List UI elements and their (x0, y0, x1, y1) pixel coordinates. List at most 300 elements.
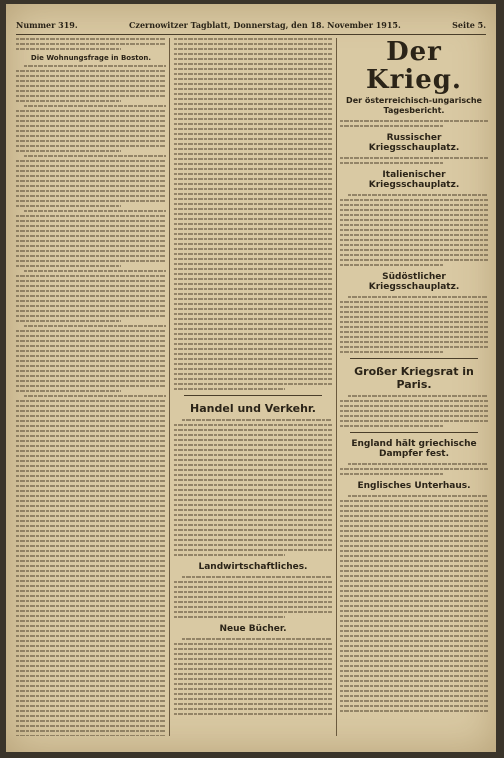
text-line (174, 524, 332, 526)
text-line (16, 190, 166, 192)
text-line (340, 700, 488, 702)
text-line (340, 500, 488, 502)
text-line (16, 135, 166, 137)
text-line (182, 576, 332, 578)
text-line (16, 85, 166, 87)
text-line (16, 425, 166, 427)
text-line (348, 296, 488, 298)
text-line (340, 540, 488, 542)
text-line (174, 43, 332, 45)
text-line (174, 708, 332, 710)
text-line (16, 705, 166, 707)
text-line (16, 280, 166, 282)
text-line (16, 120, 166, 122)
text-line (16, 620, 166, 622)
text-line (16, 150, 121, 152)
text-line (340, 695, 488, 697)
text-line (16, 575, 166, 577)
text-line (16, 490, 166, 492)
section-heading-southeast: Südöstlicher Kriegsschauplatz. (368, 272, 460, 292)
text-line (340, 595, 488, 597)
text-line (16, 185, 166, 187)
text-line (16, 260, 166, 262)
text-line (340, 650, 488, 652)
text-line (16, 700, 166, 702)
text-line (174, 63, 332, 65)
text-line (174, 138, 332, 140)
text-line (16, 305, 166, 307)
text-line (174, 133, 332, 135)
text-line (340, 550, 488, 552)
text-line (340, 690, 488, 692)
text-line (340, 575, 488, 577)
text-line (174, 173, 332, 175)
text-line (174, 333, 332, 335)
text-line (16, 180, 166, 182)
text-line (16, 90, 166, 92)
text-line (174, 313, 332, 315)
text-line (174, 449, 332, 451)
text-line (340, 351, 444, 353)
text-line (340, 670, 488, 672)
text-line (174, 534, 332, 536)
section-rule (350, 432, 478, 433)
text-line (340, 530, 488, 532)
text-line (174, 213, 332, 215)
text-line (16, 125, 166, 127)
text-line (174, 108, 332, 110)
text-line (340, 473, 444, 475)
text-line (174, 693, 332, 695)
text-line (16, 505, 166, 507)
text-line (174, 363, 332, 365)
text-line (340, 580, 488, 582)
text-line (340, 405, 488, 407)
text-line (340, 645, 488, 647)
text-line (174, 128, 332, 130)
text-line (174, 479, 332, 481)
text-line (340, 311, 488, 313)
issue-number: Nummer 319. (16, 20, 78, 30)
text-line (174, 88, 332, 90)
text-line (174, 263, 332, 265)
text-line (16, 110, 166, 112)
text-line (16, 530, 166, 532)
text-line (16, 610, 166, 612)
text-line (24, 270, 166, 272)
text-line (174, 648, 332, 650)
text-line (340, 326, 488, 328)
text-line (16, 410, 166, 412)
text-line (16, 625, 166, 627)
text-line (174, 673, 332, 675)
text-line (340, 224, 488, 226)
text-line (16, 660, 166, 662)
text-line (340, 125, 444, 127)
column-divider (336, 38, 337, 736)
text-line (16, 720, 166, 722)
text-line (340, 680, 488, 682)
text-line (174, 484, 332, 486)
text-line (340, 239, 488, 241)
text-line (340, 545, 488, 547)
text-line (174, 228, 332, 230)
section-heading-books: Neue Bücher. (219, 624, 287, 634)
text-line (174, 38, 332, 40)
text-line (16, 48, 121, 50)
text-line (340, 630, 488, 632)
text-line (16, 630, 166, 632)
text-line (174, 643, 332, 645)
text-line (16, 220, 166, 222)
text-line (16, 680, 166, 682)
text-line (174, 53, 332, 55)
text-line (16, 275, 166, 277)
text-line (16, 170, 166, 172)
text-line (340, 685, 488, 687)
text-line (348, 395, 488, 397)
text-line (16, 670, 166, 672)
text-line (16, 255, 166, 257)
text-line (174, 58, 332, 60)
text-line (174, 158, 332, 160)
text-line (174, 373, 332, 375)
text-line (174, 183, 332, 185)
text-line (174, 298, 332, 300)
text-line (174, 713, 332, 715)
text-line (24, 155, 166, 157)
text-line (174, 596, 332, 598)
text-line (340, 264, 444, 266)
text-line (174, 668, 332, 670)
text-line (340, 660, 488, 662)
text-line (16, 320, 121, 322)
text-line (16, 415, 166, 417)
text-line (174, 148, 332, 150)
text-line (16, 330, 166, 332)
section-heading-business: Landwirtschaftliches. (198, 562, 308, 572)
text-line (174, 293, 332, 295)
text-line (16, 225, 166, 227)
text-line (340, 590, 488, 592)
text-line (340, 346, 488, 348)
text-line (16, 550, 166, 552)
text-line (16, 675, 166, 677)
text-line (174, 434, 332, 436)
text-line (174, 383, 332, 385)
text-line (16, 300, 166, 302)
text-line (174, 218, 332, 220)
text-line (340, 199, 488, 201)
text-line (16, 43, 166, 45)
text-line (16, 80, 166, 82)
text-line (174, 504, 332, 506)
text-line (174, 188, 332, 190)
text-line (16, 535, 166, 537)
text-line (174, 268, 332, 270)
text-line (340, 204, 488, 206)
text-line (24, 105, 166, 107)
text-line (16, 375, 166, 377)
text-line (340, 331, 488, 333)
text-line (16, 235, 166, 237)
text-line (340, 710, 488, 712)
text-line (174, 153, 332, 155)
text-line (174, 83, 332, 85)
text-line (174, 519, 332, 521)
text-line (16, 310, 166, 312)
text-line (174, 198, 332, 200)
text-line (340, 570, 488, 572)
column-1 (16, 38, 166, 736)
text-line (340, 505, 488, 507)
text-line (174, 278, 332, 280)
column-3 (340, 38, 488, 736)
text-line (174, 113, 332, 115)
text-line (16, 450, 166, 452)
text-line (16, 525, 166, 527)
text-line (174, 653, 332, 655)
text-line (174, 303, 332, 305)
text-line (16, 730, 166, 732)
text-line (174, 328, 332, 330)
text-line (340, 316, 488, 318)
text-line (174, 549, 332, 551)
text-line (16, 540, 166, 542)
text-line (340, 620, 488, 622)
text-line (16, 400, 166, 402)
text-line (340, 157, 488, 159)
text-line (340, 341, 488, 343)
text-line (174, 253, 332, 255)
text-line (340, 410, 488, 412)
text-line (16, 515, 166, 517)
text-line (174, 178, 332, 180)
text-line (16, 380, 166, 382)
text-line (16, 215, 166, 217)
section-heading-england: England hält griechische Dampfer fest. (351, 439, 477, 459)
text-line (340, 605, 488, 607)
text-line (340, 615, 488, 617)
text-line (174, 591, 332, 593)
text-line (16, 430, 166, 432)
war-heading: Der Krieg. (366, 38, 462, 95)
section-heading-italian: Italienischer Kriegsschauplatz. (368, 170, 460, 190)
text-line (340, 655, 488, 657)
text-line (340, 510, 488, 512)
text-line (16, 495, 166, 497)
text-line (340, 425, 444, 427)
text-line (16, 370, 166, 372)
text-line (174, 586, 332, 588)
text-line (16, 175, 166, 177)
text-line (16, 115, 166, 117)
text-line (16, 200, 166, 202)
text-line (174, 514, 332, 516)
text-line (16, 435, 166, 437)
text-line (174, 454, 332, 456)
text-line (174, 103, 332, 105)
text-line (16, 460, 166, 462)
text-line (174, 703, 332, 705)
text-line (16, 160, 166, 162)
text-line (174, 439, 332, 441)
section-heading-council: Großer Kriegsrat in Paris. (354, 365, 474, 391)
text-line (174, 163, 332, 165)
text-line (174, 318, 332, 320)
text-line (182, 419, 332, 421)
text-line (16, 290, 166, 292)
text-line (16, 570, 166, 572)
text-line (16, 385, 166, 387)
text-line (174, 248, 332, 250)
text-line (340, 520, 488, 522)
text-line (340, 610, 488, 612)
text-line (174, 429, 332, 431)
text-line (16, 345, 166, 347)
text-line (348, 495, 488, 497)
text-line (340, 209, 488, 211)
text-line (340, 635, 488, 637)
text-line (174, 308, 332, 310)
text-line (16, 335, 166, 337)
text-line (340, 219, 488, 221)
masthead (16, 18, 486, 35)
text-line (24, 210, 166, 212)
text-line (16, 600, 166, 602)
text-line (16, 475, 166, 477)
text-line (16, 715, 166, 717)
text-line (174, 118, 332, 120)
text-line (174, 338, 332, 340)
text-line (16, 340, 166, 342)
section-heading-trade: Handel und Verkehr. (190, 402, 316, 415)
text-line (16, 520, 166, 522)
text-line (340, 234, 488, 236)
text-line (174, 193, 332, 195)
text-line (340, 120, 488, 122)
text-line (16, 485, 166, 487)
article-heading-housing: Die Wohnungsfrage in Boston. (30, 54, 152, 62)
text-line (174, 323, 332, 325)
text-line (16, 295, 166, 297)
text-line (16, 250, 166, 252)
text-line (16, 245, 166, 247)
text-line (340, 162, 444, 164)
text-line (174, 601, 332, 603)
column-2 (174, 38, 332, 736)
text-line (174, 494, 332, 496)
text-line (174, 68, 332, 70)
text-line (174, 544, 332, 546)
text-line (16, 655, 166, 657)
text-line (16, 735, 166, 736)
text-line (16, 510, 166, 512)
text-line (16, 690, 166, 692)
text-line (174, 258, 332, 260)
text-line (24, 325, 166, 327)
text-line (340, 625, 488, 627)
text-line (174, 658, 332, 660)
text-line (174, 283, 332, 285)
text-line (174, 48, 332, 50)
text-line (16, 230, 166, 232)
text-line (16, 365, 166, 367)
text-line (16, 445, 166, 447)
text-line (340, 249, 488, 251)
text-line (340, 600, 488, 602)
text-line (16, 615, 166, 617)
text-line (340, 675, 488, 677)
text-line (340, 560, 488, 562)
text-line (16, 285, 166, 287)
text-line (174, 233, 332, 235)
text-line (174, 683, 332, 685)
text-line (174, 499, 332, 501)
text-line (340, 525, 488, 527)
text-line (174, 343, 332, 345)
text-line (340, 468, 488, 470)
section-heading-lower-house: Englisches Unterhaus. (357, 481, 471, 491)
text-line (174, 93, 332, 95)
text-line (16, 420, 166, 422)
text-line (340, 585, 488, 587)
text-line (340, 420, 488, 422)
text-line (340, 214, 488, 216)
text-line (174, 348, 332, 350)
text-line (16, 350, 166, 352)
text-line (16, 265, 121, 267)
text-line (174, 698, 332, 700)
text-line (174, 469, 332, 471)
text-line (16, 580, 166, 582)
text-line (174, 539, 332, 541)
text-line (16, 695, 166, 697)
text-line (174, 78, 332, 80)
text-line (340, 254, 488, 256)
text-line (174, 509, 332, 511)
text-line (174, 581, 332, 583)
text-line (16, 240, 166, 242)
text-line (174, 143, 332, 145)
text-line (16, 500, 166, 502)
text-line (16, 100, 121, 102)
text-line (174, 611, 332, 613)
text-line (340, 415, 488, 417)
text-line (174, 678, 332, 680)
text-line (174, 223, 332, 225)
text-line (174, 444, 332, 446)
text-line (340, 259, 488, 261)
text-line (16, 710, 166, 712)
text-line (340, 665, 488, 667)
text-line (174, 288, 332, 290)
text-line (16, 650, 166, 652)
text-line (16, 195, 166, 197)
text-line (174, 353, 332, 355)
text-line (340, 306, 488, 308)
text-line (16, 70, 166, 72)
text-line (340, 301, 488, 303)
text-line (16, 635, 166, 637)
text-line (16, 560, 166, 562)
text-line (16, 645, 166, 647)
text-line (16, 725, 166, 727)
text-line (174, 208, 332, 210)
text-line (174, 663, 332, 665)
text-line (174, 606, 332, 608)
text-line (16, 355, 166, 357)
